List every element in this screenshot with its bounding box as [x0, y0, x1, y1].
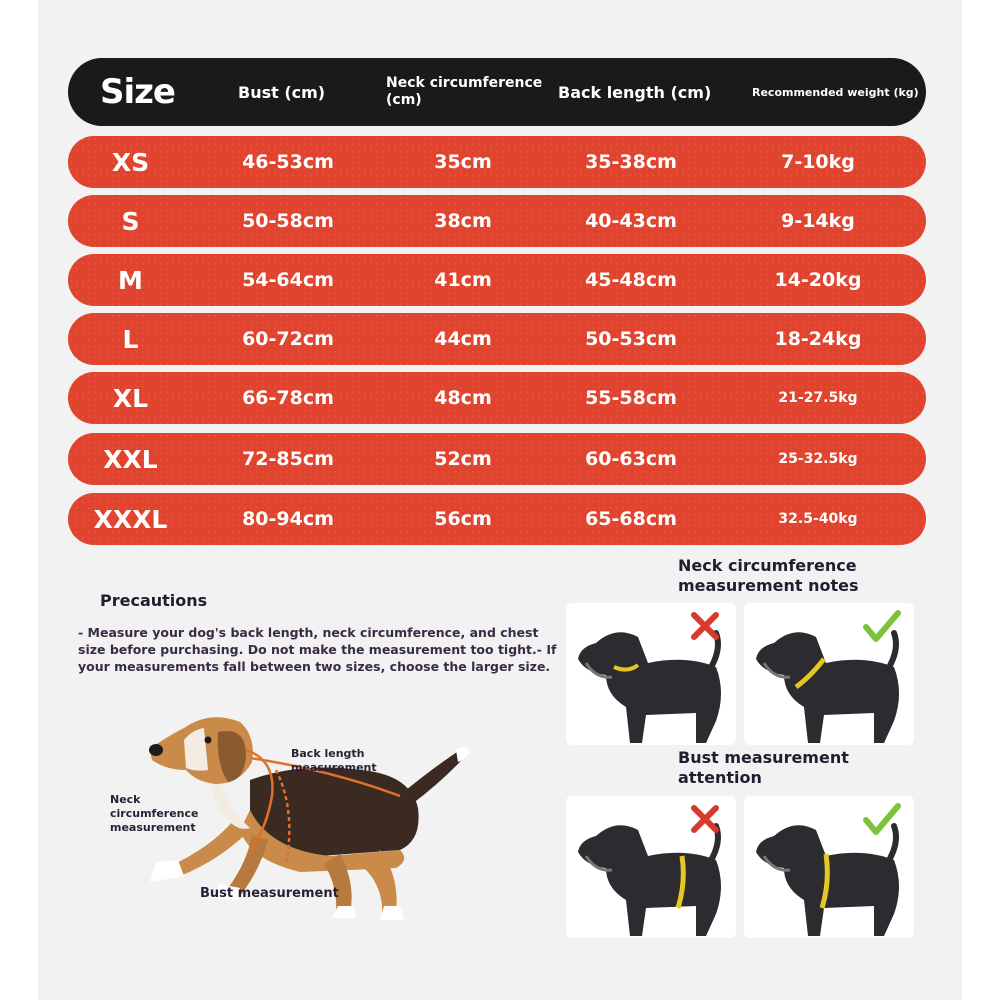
row-neck: 56cm: [434, 508, 492, 530]
table-row: [68, 254, 926, 306]
row-back: 65-68cm: [585, 508, 677, 530]
back-length-label: Back length measurement: [291, 747, 377, 774]
table-header: [68, 58, 926, 126]
row-weight: 32.5-40kg: [778, 511, 858, 527]
row-back: 50-53cm: [585, 328, 677, 350]
table-row: [68, 136, 926, 188]
row-back: 60-63cm: [585, 448, 677, 470]
row-bust: 46-53cm: [242, 151, 334, 173]
table-row: [68, 195, 926, 247]
cross-mark-icon: [694, 808, 716, 830]
row-neck: 52cm: [434, 448, 492, 470]
table-row: [68, 313, 926, 365]
precautions-title: Precautions: [100, 591, 208, 610]
row-bust: 50-58cm: [242, 210, 334, 232]
row-bust: 54-64cm: [242, 269, 334, 291]
table-row: [68, 372, 926, 424]
row-neck: 44cm: [434, 328, 492, 350]
neck-circumference-label: Neck circumference measurement: [110, 793, 199, 834]
table-row: [68, 433, 926, 485]
row-neck: 35cm: [434, 151, 492, 173]
row-neck: 41cm: [434, 269, 492, 291]
row-size: XXXL: [93, 504, 168, 534]
bust-measurement-label: Bust measurement: [200, 886, 339, 901]
header-neck: Neck circumference (cm): [386, 75, 543, 108]
row-size: XXL: [103, 444, 158, 474]
row-back: 40-43cm: [585, 210, 677, 232]
row-size: S: [121, 206, 140, 236]
row-weight: 7-10kg: [781, 151, 855, 173]
row-neck: 48cm: [434, 387, 492, 409]
row-size: M: [118, 265, 143, 295]
bust-correct-photo: [744, 796, 914, 938]
neck-notes-title: Neck circumference measurement notes: [678, 556, 859, 595]
row-back: 55-58cm: [585, 387, 677, 409]
precautions-text: - Measure your dog's back length, neck circumference, and chest size before purchasing. Do not make the measurement too tight.- If your measurements fall between two sizes, choose the larger size.: [78, 625, 557, 674]
row-size: XL: [112, 383, 149, 413]
row-back: 45-48cm: [585, 269, 677, 291]
row-weight: 25-32.5kg: [778, 451, 858, 467]
bust-wrong-photo: [566, 796, 736, 938]
row-size: XS: [111, 147, 150, 177]
table-row: [68, 493, 926, 545]
row-bust: 66-78cm: [242, 387, 334, 409]
row-back: 35-38cm: [585, 151, 677, 173]
header-bust: Bust (cm): [238, 82, 326, 102]
header-size: Size: [100, 72, 175, 112]
row-neck: 38cm: [434, 210, 492, 232]
row-bust: 80-94cm: [242, 508, 334, 530]
row-bust: 60-72cm: [242, 328, 334, 350]
neck-correct-photo: [744, 603, 914, 745]
header-weight: Recommended weight (kg): [752, 85, 919, 99]
row-bust: 72-85cm: [242, 448, 334, 470]
neck-wrong-photo: [566, 603, 736, 745]
row-weight: 14-20kg: [774, 269, 862, 291]
cross-mark-icon: [694, 615, 716, 637]
row-weight: 9-14kg: [781, 210, 855, 232]
row-weight: 18-24kg: [774, 328, 862, 350]
row-size: L: [122, 324, 139, 354]
row-weight: 21-27.5kg: [778, 390, 858, 406]
bust-notes-title: Bust measurement attention: [678, 748, 849, 787]
header-back: Back length (cm): [558, 82, 712, 102]
